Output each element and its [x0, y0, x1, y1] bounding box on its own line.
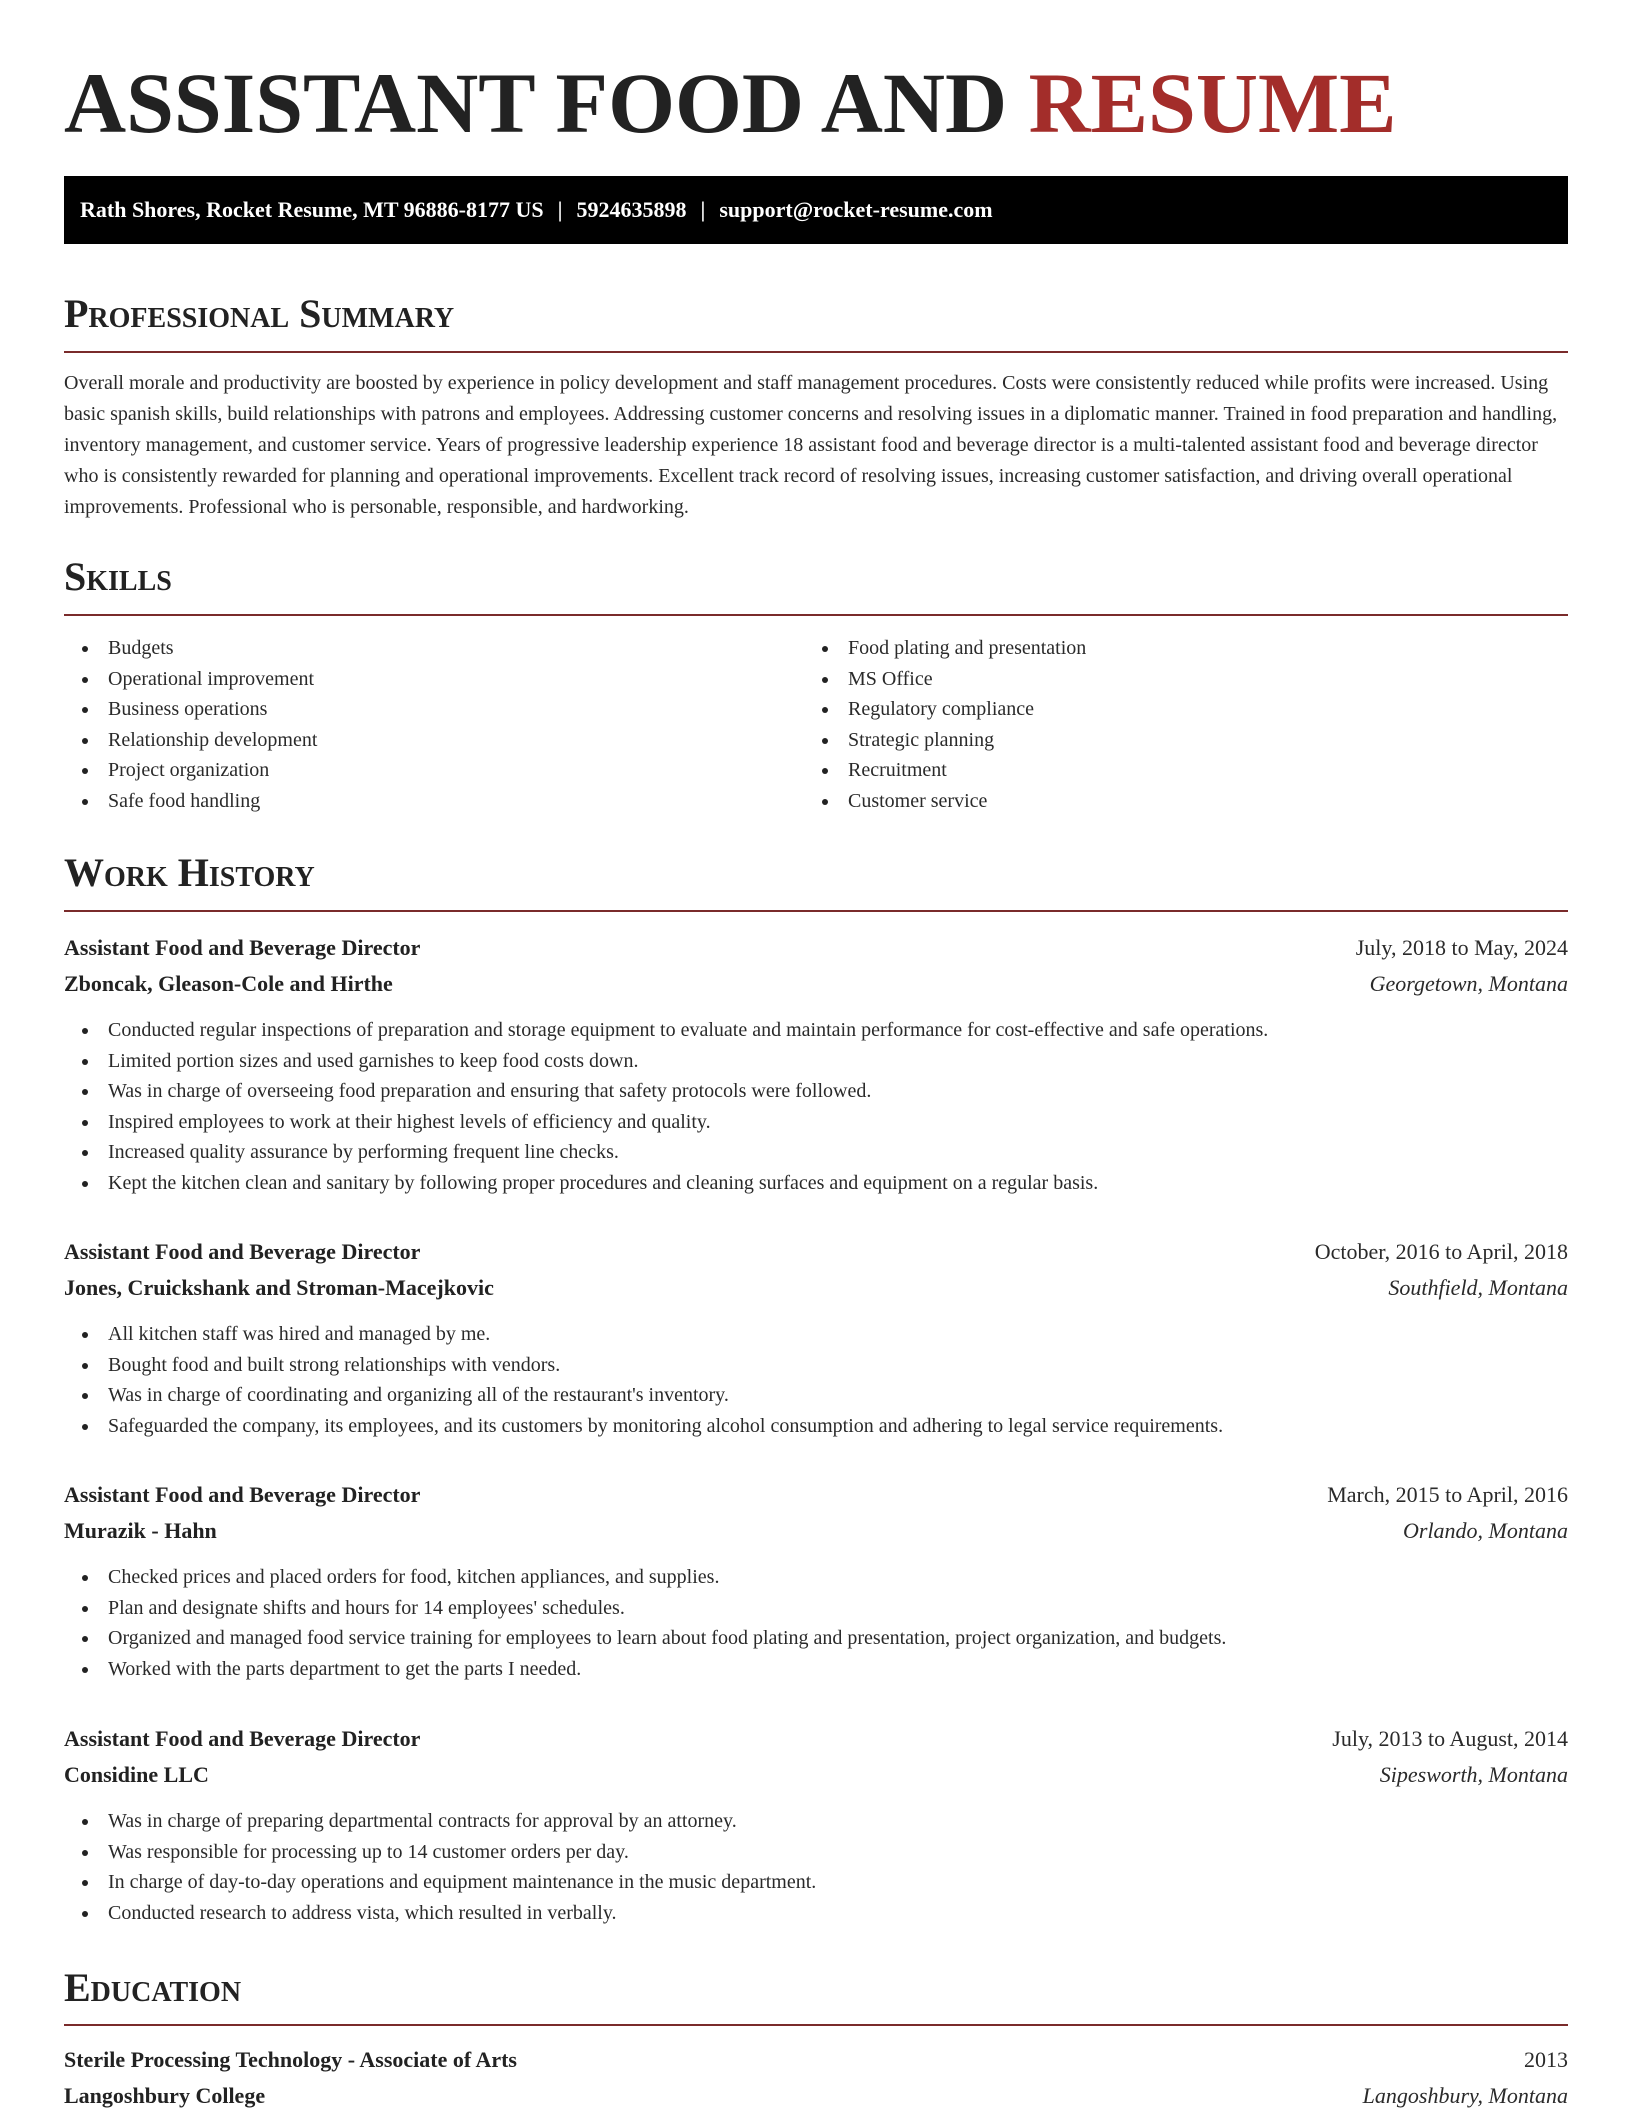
contact-bar — [64, 176, 1568, 244]
skill-item: Customer service — [804, 786, 1568, 817]
job-bullet: All kitchen staff was hired and managed by me. — [64, 1319, 1568, 1350]
job-bullet: In charge of day-to-day operations and equipment maintenance in the music department. — [64, 1867, 1568, 1898]
job-bullets — [64, 1319, 1568, 1441]
job-title: Assistant Food and Beverage Director — [64, 1239, 421, 1264]
job-dates: October, 2016 to April, 2018 — [1314, 1239, 1568, 1264]
job-location: Georgetown, Montana — [1369, 971, 1568, 996]
skills-list-left — [64, 633, 804, 817]
education-heading: Education — [64, 1965, 242, 2010]
summary-heading: Professional Summary — [64, 291, 455, 336]
summary-text: Overall morale and productivity are boosted by experience in policy development and staff management procedures. Costs were consistently reduced while profits were increased. Using basic spanish skills, build relationships with patrons and employees. Addressing customer concerns and resolving issues in a diplomatic manner. Trained in food preparation and handling, inventory management, and customer service. Years of progressive leadership experience 18 assistant food and beverage director is a multi-talented assistant food and beverage director who is consistently rewarded for planning and operational improvements. Excellent track record of resolving issues, increasing customer satisfaction, and driving overall operational improvements. Professional who is personable, responsible, and hardworking. — [64, 372, 1558, 518]
job-bullet: Kept the kitchen clean and sanitary by following proper procedures and cleaning surfaces and equipment on a regular basis. — [64, 1168, 1568, 1199]
job-bullet: Checked prices and placed orders for food, kitchen appliances, and supplies. — [64, 1562, 1568, 1593]
job-company: Considine LLC — [64, 1762, 209, 1787]
job-bullet: Was responsible for processing up to 14 customer orders per day. — [64, 1837, 1568, 1868]
skill-item: MS Office — [804, 664, 1568, 695]
job-location: Southfield, Montana — [1388, 1275, 1568, 1300]
skills-heading: Skills — [64, 554, 172, 599]
job-location: Orlando, Montana — [1403, 1518, 1568, 1543]
job-bullet: Increased quality assurance by performing frequent line checks. — [64, 1137, 1568, 1168]
job-bullet: Conducted regular inspections of preparation and storage equipment to evaluate and maintain performance for cost-effective and safe operations. — [64, 1015, 1568, 1046]
education-year: 2013 — [1524, 2047, 1568, 2072]
skill-item: Strategic planning — [804, 725, 1568, 756]
job-bullet: Conducted research to address vista, which resulted in verbally. — [64, 1898, 1568, 1929]
job-bullet: Was in charge of overseeing food preparation and ensuring that safety protocols were followed. — [64, 1076, 1568, 1107]
contact-separator: | — [557, 197, 563, 222]
education-degree: Sterile Processing Technology - Associate of Arts — [64, 2047, 517, 2072]
resume-title — [64, 0, 1568, 151]
job-bullet: Limited portion sizes and used garnishes to keep food costs down. — [64, 1046, 1568, 1077]
contact-separator: | — [700, 197, 706, 222]
job-title: Assistant Food and Beverage Director — [64, 935, 421, 960]
job-dates: July, 2013 to August, 2014 — [1332, 1726, 1568, 1751]
contact-address: Rath Shores, Rocket Resume, MT 96886-8177 US — [80, 197, 544, 222]
skill-item: Operational improvement — [64, 664, 804, 695]
job-location: Sipesworth, Montana — [1379, 1762, 1568, 1787]
job-entry — [64, 1721, 1568, 1928]
job-bullet: Safeguarded the company, its employees, and its customers by monitoring alcohol consumption and adhering to legal service requirements. — [64, 1411, 1568, 1442]
skill-item: Business operations — [64, 694, 804, 725]
education-entry — [64, 2042, 1568, 2114]
resume-page — [64, 0, 1568, 2108]
job-dates: March, 2015 to April, 2016 — [1327, 1482, 1568, 1507]
section-divider — [64, 351, 1568, 353]
skills-list-right — [804, 633, 1568, 817]
job-dates: July, 2018 to May, 2024 — [1355, 935, 1568, 960]
skill-item: Food plating and presentation — [804, 633, 1568, 664]
job-bullets — [64, 1806, 1568, 1928]
work-history-heading: Work History — [64, 850, 315, 895]
job-company: Jones, Cruickshank and Stroman-Macejkovic — [64, 1275, 494, 1300]
job-entry — [64, 1477, 1568, 1684]
job-title: Assistant Food and Beverage Director — [64, 1726, 421, 1751]
skill-item: Relationship development — [64, 725, 804, 756]
job-entry — [64, 930, 1568, 1199]
education-location: Langoshbury, Montana — [1362, 2083, 1568, 2108]
title-accent: RESUME — [1028, 55, 1397, 151]
job-company: Zboncak, Gleason-Cole and Hirthe — [64, 971, 393, 996]
job-bullet: Organized and managed food service training for employees to learn about food plating and presentation, project organization, and budgets. — [64, 1623, 1568, 1654]
education-school: Langoshbury College — [64, 2083, 266, 2108]
job-bullet: Plan and designate shifts and hours for 14 employees' schedules. — [64, 1593, 1568, 1624]
title-main: ASSISTANT FOOD AND — [64, 55, 1008, 151]
job-bullet: Inspired employees to work at their highest levels of efficiency and quality. — [64, 1107, 1568, 1138]
skill-item: Project organization — [64, 755, 804, 786]
job-entry — [64, 1234, 1568, 1441]
skill-item: Budgets — [64, 633, 804, 664]
skill-item: Recruitment — [804, 755, 1568, 786]
job-bullets — [64, 1015, 1568, 1199]
skill-item: Regulatory compliance — [804, 694, 1568, 725]
job-bullet: Was in charge of preparing departmental contracts for approval by an attorney. — [64, 1806, 1568, 1837]
contact-email: support@rocket-resume.com — [719, 197, 993, 222]
job-company: Murazik - Hahn — [64, 1518, 217, 1543]
section-divider — [64, 910, 1568, 912]
job-bullet: Bought food and built strong relationships with vendors. — [64, 1350, 1568, 1381]
job-title: Assistant Food and Beverage Director — [64, 1482, 421, 1507]
contact-phone: 5924635898 — [576, 197, 687, 222]
job-bullet: Worked with the parts department to get the parts I needed. — [64, 1654, 1568, 1685]
job-bullets — [64, 1562, 1568, 1684]
section-divider — [64, 2024, 1568, 2026]
skill-item: Safe food handling — [64, 786, 804, 817]
job-bullet: Was in charge of coordinating and organizing all of the restaurant's inventory. — [64, 1380, 1568, 1411]
section-divider — [64, 614, 1568, 616]
